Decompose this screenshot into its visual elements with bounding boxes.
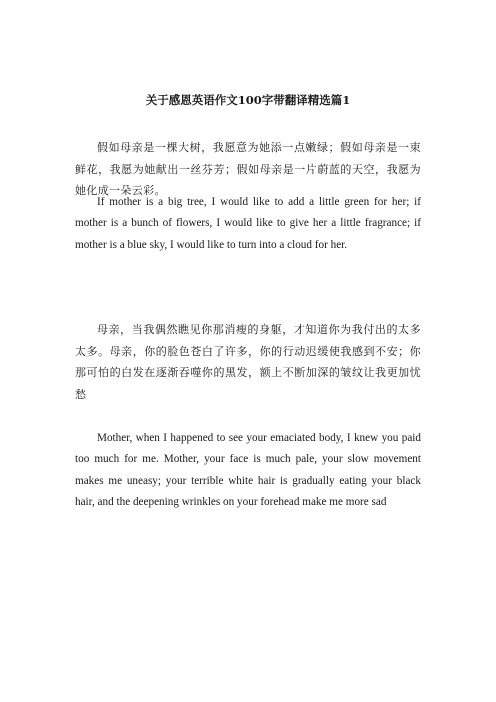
paragraph-english-2: Mother, when I happened to see your emaciated body, I knew you paid too much for me. Mother, your face is much pale, your slow movement makes me uneasy; your terrible white hair is gradually eating your black hair, and the deepening wrinkles on your forehead make me more sad <box>75 432 421 508</box>
paragraph-english-1: If mother is a big tree, I would like to add a little green for her; if mother is a bunch of flowers, I would like to give her a little fragrance; if mother is a blue sky, I would like to turn into a cloud for her. <box>75 196 421 251</box>
paragraph-chinese-1: 假如母亲是一棵大树，我愿意为她添一点嫩绿；假如母亲是一束鲜花，我愿为她献出一丝芬芳；假如母亲是一片蔚蓝的天空，我愿为她化成一朵云彩。 <box>75 141 421 197</box>
paragraph-chinese-2: 母亲，当我偶然瞧见你那消瘦的身躯，才知道你为我付出的太多太多。母亲，你的脸色苍白了许多，你的行动迟缓使我感到不安；你那可怕的白发在逐渐吞噬你的黑发，额上不断加深的皱纹让我更加忧愁 <box>75 323 421 401</box>
document-title: 关于感恩英语作文100字带翻译精选篇1 <box>145 93 351 107</box>
